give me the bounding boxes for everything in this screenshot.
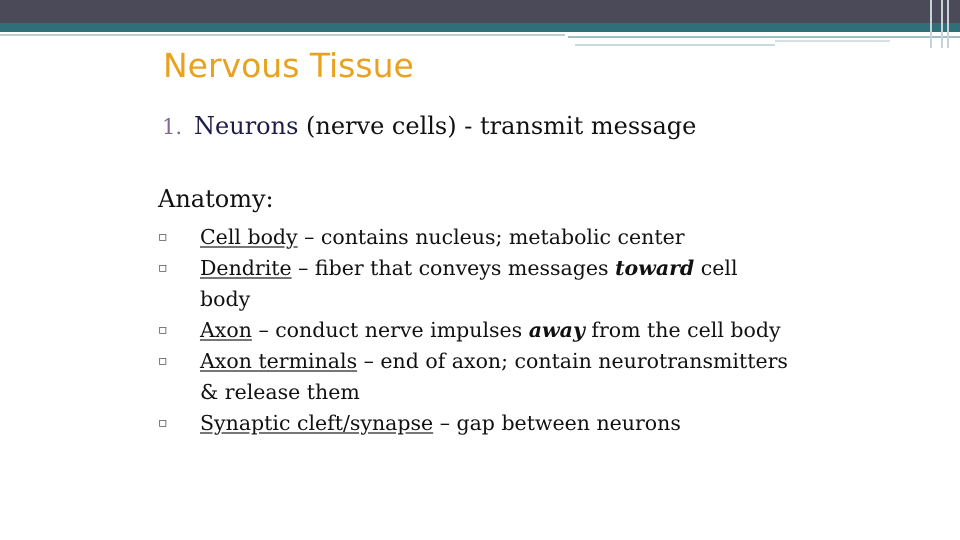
list-text: – fiber that conveys messages (291, 256, 616, 280)
list-continuation: body (200, 287, 251, 311)
list-item (158, 253, 858, 315)
point-text: (nerve cells) - transmit message (298, 112, 697, 140)
decorative-line (575, 44, 775, 46)
section-heading: Anatomy: (158, 185, 274, 213)
top-banner-accent (0, 23, 960, 32)
anatomy-list (158, 222, 858, 439)
list-term: Synaptic cleft/synapse (200, 411, 434, 435)
list-continuation: & release them (200, 380, 360, 404)
list-term: Dendrite (200, 256, 292, 280)
list-text: cell (694, 256, 738, 280)
decorative-line (775, 40, 890, 42)
decorative-line (568, 36, 960, 38)
bullet-icon: ▫ (158, 260, 168, 276)
top-banner-dark (0, 0, 960, 23)
list-text: – end of axon; contain neurotransmitters (357, 349, 788, 373)
list-term: Cell body (200, 225, 298, 249)
list-term: Axon (200, 318, 252, 342)
list-emphasis: toward (615, 256, 695, 280)
decorative-line (0, 34, 565, 36)
decorative-vertical-bar (941, 0, 943, 48)
list-text: – gap between neurons (433, 411, 681, 435)
list-text: – contains nucleus; metabolic center (297, 225, 685, 249)
bullet-icon: ▫ (158, 353, 168, 369)
list-item (158, 315, 858, 346)
point-term: Neurons (194, 112, 299, 140)
list-text: from the cell body (584, 318, 781, 342)
point-number: 1. (162, 115, 183, 139)
bullet-icon: ▫ (158, 322, 168, 338)
list-text: – conduct nerve impulses (251, 318, 529, 342)
slide-title: Nervous Tissue (163, 46, 414, 85)
list-item (158, 222, 858, 253)
list-item (158, 346, 858, 408)
decorative-vertical-bar (930, 0, 932, 48)
decorative-vertical-bar (947, 0, 949, 48)
bullet-icon: ▫ (158, 229, 168, 245)
bullet-icon: ▫ (158, 415, 168, 431)
list-item (158, 408, 858, 439)
numbered-point (162, 112, 696, 140)
list-emphasis: away (528, 318, 585, 342)
list-term: Axon terminals (200, 349, 358, 373)
